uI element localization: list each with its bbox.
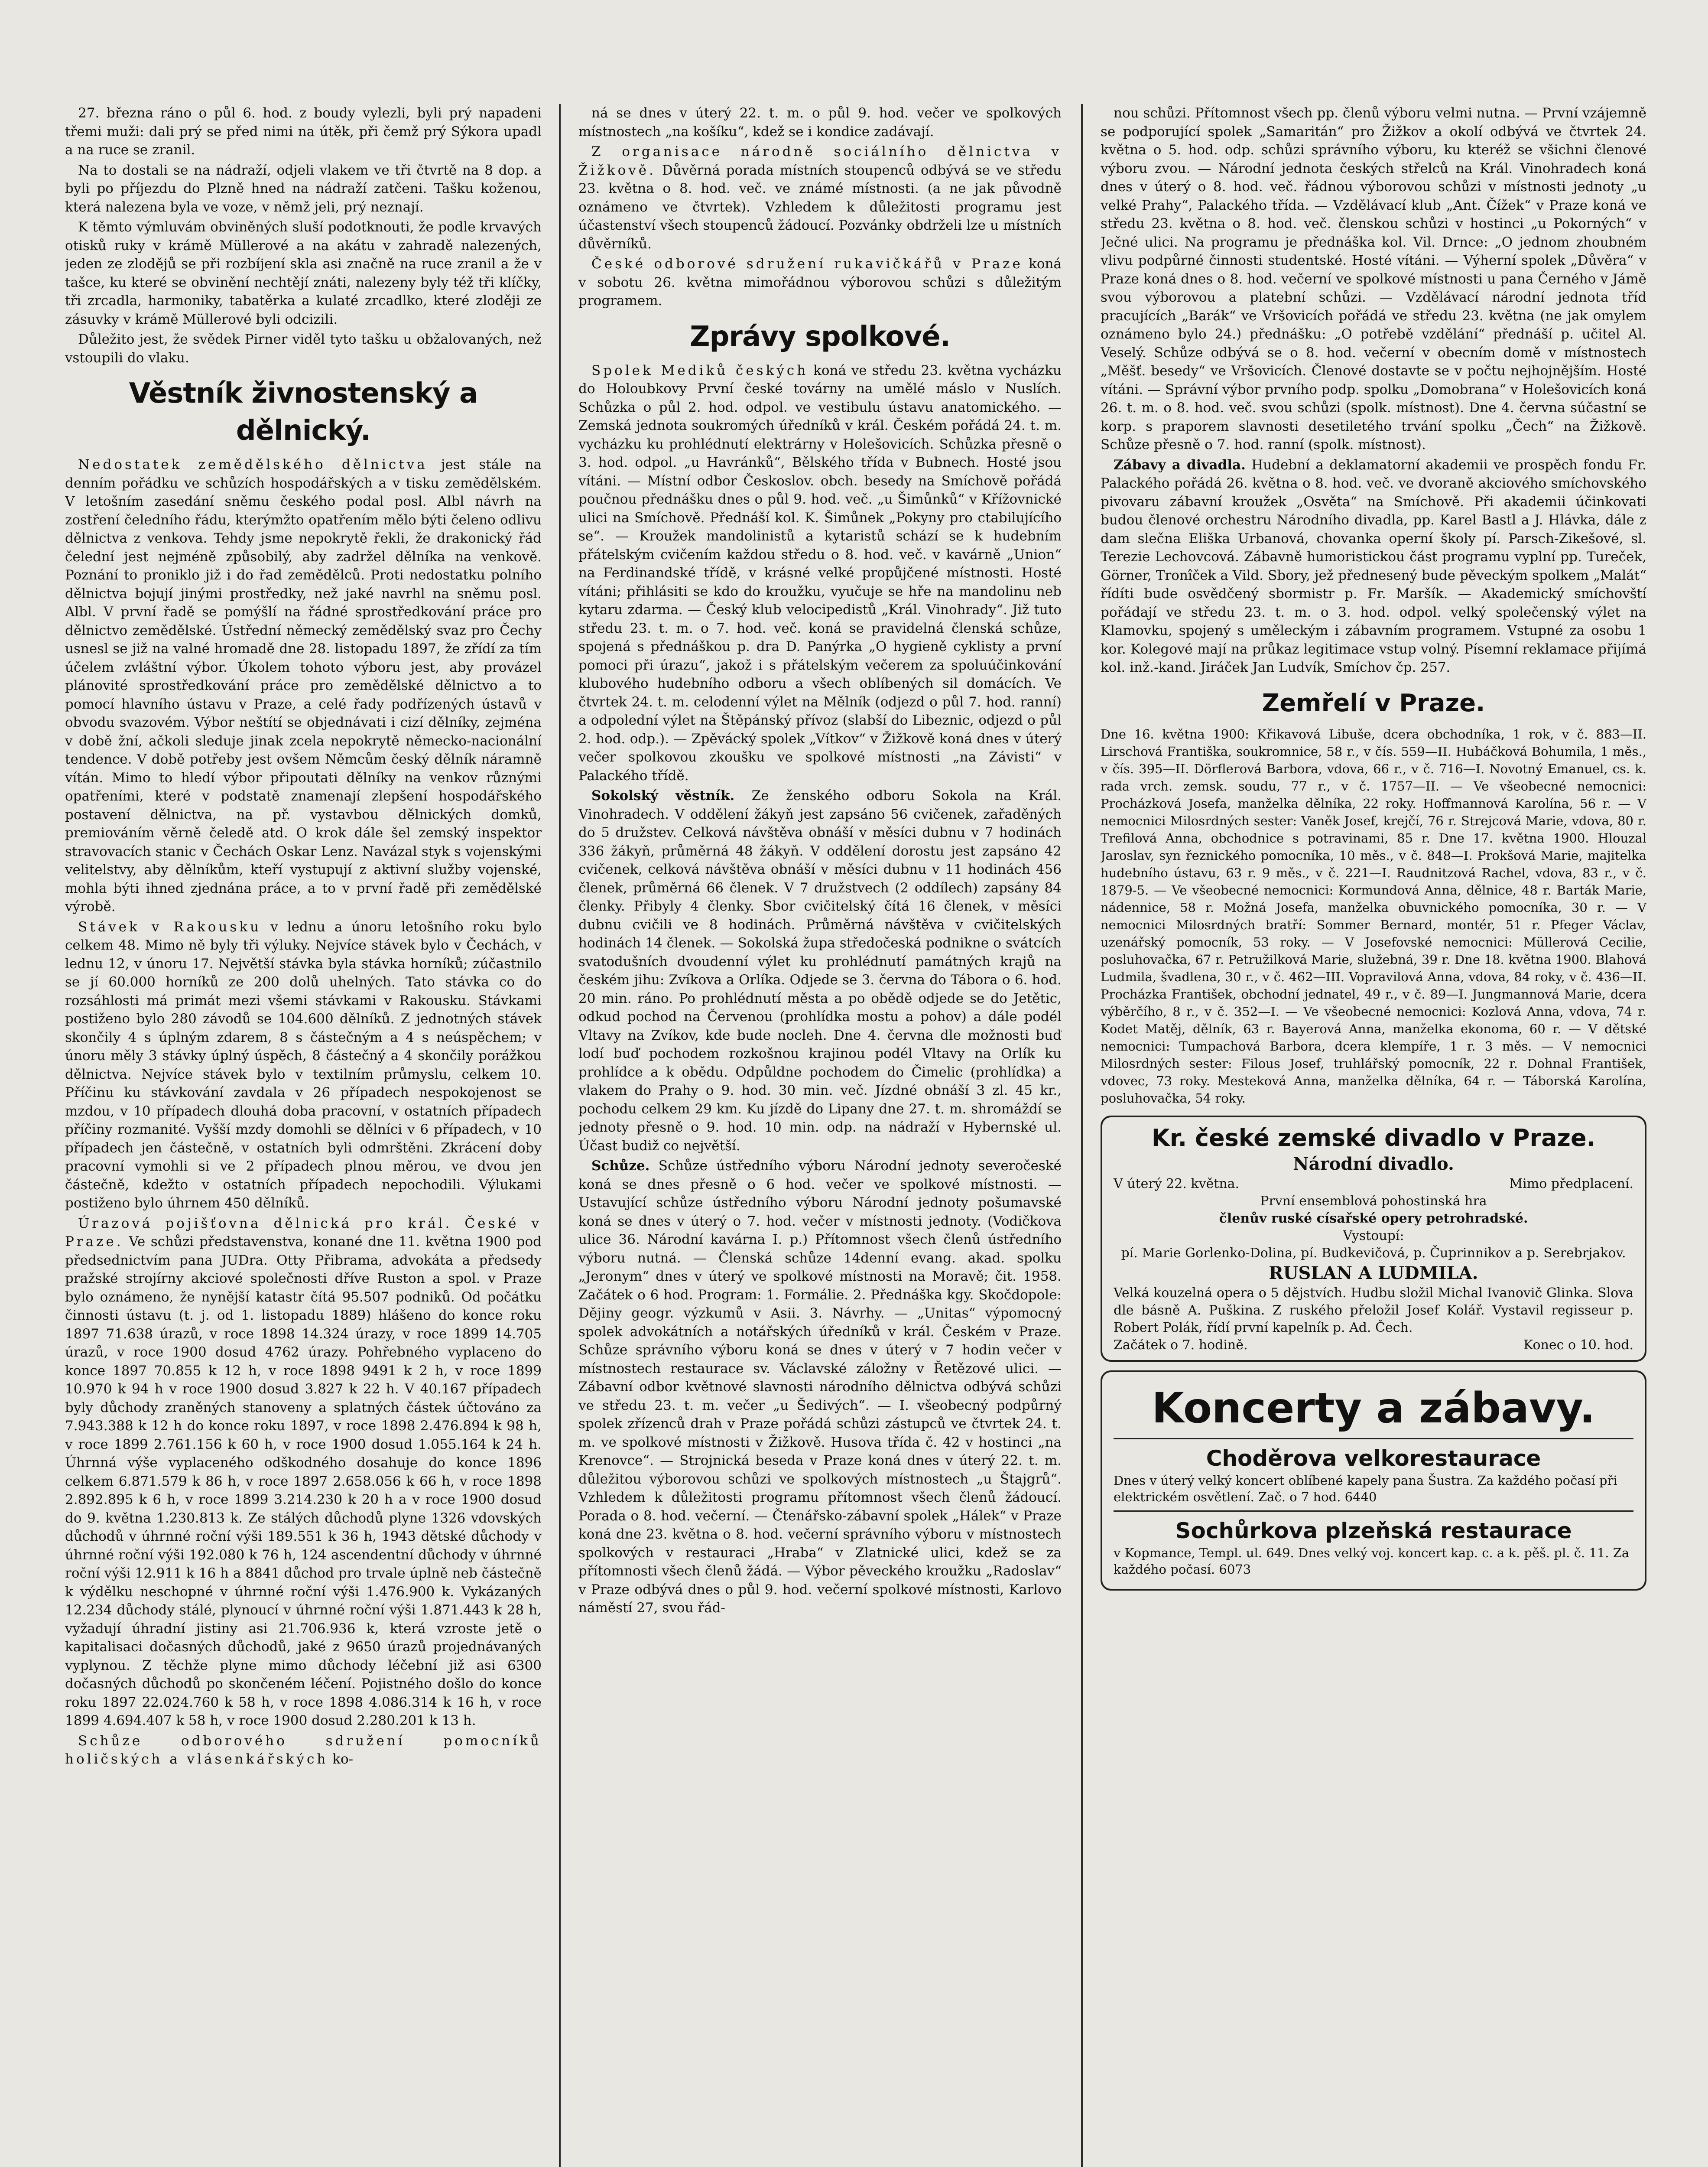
theatre-opera-title: RUSLAN A LUDMILA. xyxy=(1269,1262,1478,1283)
spaced-lead: Úrazová pojišťovna dělnická pro král. České v Praze. xyxy=(65,1215,542,1249)
article-paragraph: K těmto výmluvám obviněných sluší podotknouti, že podle krvavých otisků ruky v krámě Müllerové a na akátu v zahradě nalezených, jeden ze zlodějů se při rozbíjení skla asi značně na ruce zranil a že v tašce, ku které se obvinění nechtějí znáti, nalezeny byly též tři klíčky, tři zrcadla, harmoniky, tabatěrka a kulaté zrcadlko, které zloději ze zásuvky v krámě Müllerové byli odcizili. xyxy=(65,219,542,327)
restaurant-ad xyxy=(1114,1438,1633,1510)
article-paragraph: Úrazová pojišťovna dělnická pro král. České v Praze. Ve schůzi představenstva, konané dne 11. května 1900 pod předsednictvím pana JUDra. Otty Přibrama, advokáta a předsedy pražské strojírny akciové společnosti dříve Ruston a spol. v Praze bylo oznámeno, že nynější katastr čítá 95.507 podniků. Od počátku činnosti ústavu (t. j. od 1. listopadu 1889) hlášeno do konce roku 1897 71.638 úrazů, v roce 1898 14.324 úrazy, v roce 1899 14.705 úrazů, v roce 1900 dosud 4762 úrazy. Pohřebného vyplaceno do konce 1897 70.855 k 12 h, v roce 1898 9491 k 2 h, v roce 1899 10.970 k 94 h v roce 1900 dosud 3.827 k 22 h. V 40.167 případech byly důchody zraněných stanoveny a splatných částek účtováno za 7.943.388 k 12 h do konce roku 1897, v roce 1898 2.476.894 k 98 h, v roce 1899 2.761.156 k 60 h, v roce 1900 dosud 1.055.164 k 24 h. Úhrnná výše vyplaceného odškodného dosahuje do konce 1896 celkem 6.871.579 k 86 h, v roce 1897 2.658.056 k 66 h, v roce 1898 2.892.895 k 6 h, v roce 1899 3.214.230 k 20 h a v roce 1900 dosud do 9. května 1.230.813 k. Ze stálých důchodů plyne 1326 vdovských důchodů v úhrnné roční výši 189.551 k 36 h, 1943 dětské důchody v úhrnné roční výši 192.080 k 76 h, 124 ascendentní důchody v úhrnné roční výši 12.911 k 16 h a 8841 důchod pro trvale úplně neb částečně k výdělku neschopné v úhrnné roční výši 1.476.900 k. Vykázaných 12.234 důchody stálé, plynoucí v úhrnné roční výši 1.871.443 k 28 h, vyžadují úhradní jistiny asi 21.706.936 k, která vzroste jetě o kapitalisaci dočasných důchodů, jaké z 9650 úrazů projednávaných vyplynou. Z těchže plyne mimo důchody léčební již asi 6300 dočasných důchodů po skončeném léčení. Pojistného došlo do konce roku 1897 22.024.760 k 58 h, v roce 1898 4.086.314 k 16 h, v roce 1899 4.694.407 k 58 h, v roce 1900 dosud 2.280.201 k 13 h. xyxy=(65,1215,542,1728)
article-paragraph: Schůze. Schůze ústředního výboru Národní jednoty severočeské koná se dnes přesně o 6 hod. večer ve spolkové místnosti. — Ustavující schůze ústředního výboru Národní jednoty pošumavské koná se dnes v úterý o 7. hod. večer v místnosti jednoty. (Vodičkova ulice 36. Národní kavárna I. p.) Přítomnost všech členů ústředního výboru nutná. — Členská schůze 14denní evang. akad. spolku „Jeronym“ dnes v úterý ve spolkové místnosti na Moravě; čit. 1958. Začátek o 6 hod. Program: 1. Formálie. 2. Přednáška kgy. Skočdopole: Dějiny geogr. výzkumů v Asii. 3. Návrhy. — „Unitas“ výpomocný spolek advokátních a notářských úředníků v král. Českém v Praze. Schůze správního výboru koná se dnes v úterý v 7 hodin večer v místnostech restaurace sv. Václavské záložny v Řetězové ulici. — Zábavní odbor květnové slavnosti národního dělnictva odbývá schůzi ve středu 23. t. m. večer „u Šedivých“. — I. všeobecný podpůrný spolek zřízenců drah v Praze pořádá schůzi zástupců ve čtvrtek 24. t. m. ve spolkové místnosti v Žižkově. Husova třída č. 42 v hostinci „na Krenovce“. — Strojnická beseda v Praze koná dnes v úterý 22. t. m. důležitou výborovou schůzi ve spolkových místnostech „u Štajgrů“. Vzhledem k důležitosti programu přítomnost všech členů žádoucí. Porada o 8. hod. večerní. — Čtenářsko-zábavní spolek „Hálek“ v Praze koná dne 23. května o 8. hod. večerní správního výboru v místnostech spolkových v restauraci „Hraba“ v Zlatnické ulici, kdež se za přítomnosti všech členů žádá. — Výbor pěveckého kroužku „Radoslav“ v Praze odbývá dnes o půl 9. hod. večerní spolkové místnosti, Karlovo náměstí 27, svou řád- xyxy=(578,1158,1062,1616)
spaced-lead: Stávek v Rakousku xyxy=(78,919,262,935)
column-3 xyxy=(1101,104,1646,2167)
theatre-line: členův ruské císařské opery petrohradské. xyxy=(1219,1210,1528,1226)
theatre-start: Začátek o 7. hodině. xyxy=(1114,1337,1248,1353)
spaced-lead: České odborové sdružení rukavičkářů v Praze xyxy=(591,256,1023,272)
restaurant-ad-title: Sochůrkova plzeňská restaurace xyxy=(1175,1518,1572,1543)
article-paragraph: Zábavy a divadla. Hudební a deklamatorní akademii ve prospěch fondu Fr. Palackého pořádá 26. května o 8. hod. več. ve dvoraně akciového smíchovského pivovaru zábavní kroužek „Osvěta“ na Smíchově. Při akademii účinkovati budou členové orchestru Národního divadla, pp. Karel Bastl a J. Hlávka, dále z dam slečna Eliška Urbanová, chovanka operní školy pí. Parsch-Zikešové, sl. Terezie Lechovcová. Zábavně humoristickou část programu vyplní pp. Tureček, Görner, Tronîček a Vild. Sbory, jež přednesený bude pěveckým spolkem „Malát“ řídíti bude osvědčený sbormistr p. Fr. Maršík. — Akademický smíchovští pořádají ve středu 23. t. m. o 3. hod. odpol. velký společenský výlet na Klamovku, spojený s uměleckým i zábavním programem. Vstupné za osobu 1 kor. Kolegové mají na průkaz legitimace vstup volný. Písemní reklamace přijímá kol. inž.-kand. Jiráček Jan Ludvík, Smíchov čp. 257. xyxy=(1101,457,1646,675)
article-paragraph: České odborové sdružení rukavičkářů v Praze koná v sobotu 26. května mimořádnou výborovou schůzi s důležitým programem. xyxy=(578,256,1062,309)
spaced-lead: Spolek Mediků českých xyxy=(591,362,809,378)
spaced-lead: Schůze odborového sdružení pomocníků holičských a vlásenkářských xyxy=(65,1733,542,1767)
restaurant-ad-text: Dnes v úterý velký koncert oblíbené kapely pana Šustra. Za každého počasí při elektrickém osvětlení. Zač. o 7 hod. 6440 xyxy=(1114,1473,1617,1504)
theatre-date: V úterý 22. května. xyxy=(1114,1176,1240,1191)
theatre-line: pí. Marie Gorlenko-Dolina, pí. Budkevičová, p. Čuprinnikov a p. Serebrjakov. xyxy=(1121,1245,1626,1261)
theatre-end: Konec o 10. hod. xyxy=(1523,1337,1633,1353)
theatre-line: První ensemblová pohostinská hra xyxy=(1260,1193,1487,1209)
column-divider xyxy=(559,104,561,2167)
column-2 xyxy=(578,104,1062,2167)
article-paragraph: Spolek Mediků českých koná ve středu 23. května vycházku do Holoubkovy První české továrny na umělé máslo v Nuslích. Schůzka o půl 2. hod. odpol. ve vestibulu ústavu anatomického. — Zemská jednota soukromých úředníků v král. Českém pořádá 24. t. m. vycházku ku prohlédnutí elektrárny v Holešovicích. Schůzka přesně o 3. hod. odpol. „u Havránků“, Bělského třída v Bubnech. Hosté jsou vítáni. — Místní odbor Českoslov. obch. besedy na Smíchově pořádá poučnou přednášku dnes o půl 9. hod. več. „u Šimůnků“ v Křížovnické ulici na Smíchově. Přednáší kol. K. Šimůnek „Pokyny pro ctabilujícího se“. — Kroužek mandolinistů a kytaristů schází se k hudebním přátelským cvičením každou středu o 8. hod. več. v kavárně „Union“ na Ferdinandské třídě, v krásné velké propůjčené místnosti. Hosté vítáni; přihlásiti se kdo do kroužku, vyučuje se hře na mandolinu neb kytaru zdarma. — Český klub velocipedistů „Král. Vinohrady“. Již tuto středu 23. t. m. o 7. hod. več. koná se pravidelná členská schůze, spojená s přednáškou p. dra D. Panýrka „O hygieně cyklisty a první pomoci při úrazu“, jakož i s přátelským večerem za spoluúčinkování klubového hudebního odboru a všech oblíbených sil domácích. Ve čtvrtek 24. t. m. celodenní výlet na Mělník (odjezd o půl 7. hod. ranní) a odpolední výlet na Štěpánský přívoz (slabší do Libeznic, odjezd o půl 2. hod. odp.). — Zpěvácký spolek „Vítkov“ v Žižkově koná dnes v úterý večer spolkovou zkoušku ve spolkové místnosti „na Závisti“ v Palackého třídě. xyxy=(578,362,1062,784)
theatre-title: Kr. české zemské divadlo v Praze. xyxy=(1151,1124,1596,1152)
restaurant-ad-text: v Kopmance, Templ. ul. 649. Dnes velký voj. koncert kap. c. a k. pěš. pl. č. 11. Za každého počasí. 6073 xyxy=(1114,1545,1630,1577)
article-paragraph: Sokolský věstník. Ze ženského odboru Sokola na Král. Vinohradech. V oddělení žákyň jest zapsáno 56 cvičenek, zařaděných do 5 družstev. Celková návštěva obnáší v měsíci dubnu v 7 hodinách 336 žákyň, průměrná 48 žákyň. V oddělení dorostu jest zapsáno 42 cvičenek, celková návštěva obnáší v měsíci dubnu v 11 hodinách 456 členek, průměrná 66 členek. V 7 družstvech (2 oddílech) zapsány 84 členky. Přibyly 4 členky. Sbor cvičitelský čítá 16 členek, v měsíci dubnu cvičili ve 8 hodinách. Průměrná návštěva v cvičitelských hodinách 14 členek. — Sokolská župa středočeská podnikne o svátcích svatodušních dvoudenní výlet ku prohlédnutí památných krajů na českém jihu: Zvíkova a Orlíka. Odjede se 3. června do Tábora o 6. hod. 20 min. ráno. Po prohlédnutí města a po obědě odjede se do Jetětic, odkud pochod na Červenou (prohlídka mostu a pohov) a dále podél Vltavy na Zvíkov, kde bude nocleh. Dne 4. června dle možnosti buď lodí buď pochodem rozkošnou krajinou podél Vltavy na Orlík ku prohlídce a k obědu. Odpůldne pochodem do Čimelic (prohlídka) a vlakem do Prahy o 9. hod. 30 min. več. Jízdné obnáší 3 zl. 45 kr., pochodu celkem 29 km. Ku jízdě do Lipany dne 27. t. m. shromáždí se jednoty přesně o 9. hod. 10 min. odp. na nádraží v Hybernské ul. Účast budiž co největší. xyxy=(578,788,1062,1154)
theatre-ad xyxy=(1101,1116,1646,1362)
theatre-subtitle: Národní divadlo. xyxy=(1293,1153,1454,1174)
bold-lead: Zábavy a divadla. xyxy=(1114,457,1246,473)
article-paragraph: Z organisace národně sociálního dělnictva v Žižkově. Důvěrná porada místních stoupenců odbývá se ve středu 23. května o 8. hod. več. ve známé místnosti. (a ne jak původně oznámeno ve čtvrtek). Vzhledem k důležitosti programu jest účastenství všech stoupenců žádoucí. Pozvánky obdrželi lze u místních důvěrníků. xyxy=(578,144,1062,252)
article-paragraph: nou schůzi. Přítomnost všech pp. členů výboru velmi nutna. — První vzájemně se podporující spolek „Samaritán“ pro Žižkov a okolí odbývá ve čtvrtek 24. května o 5. hod. odp. schůzi správního výboru, ku kteréž se všichni členové výboru zvou. — Národní jednota českých střelců na Král. Vinohradech koná dnes v úterý o 8. hod. več. řádnou výborovou schůzi v místnosti jednoty „u velké Prahy“, Palackého třída. — Vzdělávací klub „Ant. Čížek“ v Praze koná ve středu 23. května o 8. hod. več. členskou schůzi v hostinci „u Pokorných“ v Ječné ulici. Na programu je přednáška kol. Vil. Drnce: „O jednom zhoubném vlivu podpůrné činnosti studentské. Hosté vítáni. — Výherní spolek „Důvěra“ v Praze koná dnes o 8. hod. večerní ve spolkové místnosti u pana Černého v Jámě svou výborovou a platební schůzi. — Vzdělávací národní jednota tříd pracujících „Barák“ ve Vršovicích pořádá ve středu 23. května (ne jak omylem oznámeno bylo 24.) přednášku: „O potřebě vzdělání“ přednáší p. učitel Al. Veselý. Schůze odbývá se o 8. hod. večerní v obecním domě v místnostech „Měšť. besedy“ ve Vršovicích. Členové dostavte se v počtu nejhojnějším. Hosté vítáni. — Správní výbor prvního podp. spolku „Domobrana“ v Holešovicích koná 26. t. m. o 8. hod. več. svou schůzi (spolk. místnost). Dne 4. června súčastní se korp. s praporem slavnosti desetiletého trvání spolku „Čech“ na Žižkově. Schůze přesně o 7. hod. ranní (spolk. místnost). xyxy=(1101,105,1646,452)
section-heading: Zprávy spolkové. xyxy=(690,320,950,353)
theatre-date-row xyxy=(1114,1175,1633,1193)
deaths-heading: Zemřelí v Praze. xyxy=(1262,689,1485,717)
concerts-heading: Koncerty a zábavy. xyxy=(1152,1383,1595,1432)
bold-lead: Schůze. xyxy=(591,1158,650,1174)
theatre-subscription: Mimo předplacení. xyxy=(1509,1176,1633,1191)
concerts-box xyxy=(1101,1370,1646,1591)
column-divider xyxy=(1081,104,1083,2167)
newspaper-page xyxy=(65,104,1646,2167)
article-paragraph: Na to dostali se na nádraží, odjeli vlakem ve tři čtvrtě na 8 dop. a byli po příjezdu do Plzně hned na nádraží zatčeni. Tašku koženou, která nalezena byla ve voze, v němž jeli, prý neznají. xyxy=(65,162,542,215)
article-paragraph: 27. března ráno o půl 6. hod. z boudy vylezli, byli prý napadeni třemi muži: dali prý se před nimi na útěk, při čemž prý Sýkora upadl a na ruce se zranil. xyxy=(65,105,542,158)
theatre-line: Velká kouzelná opera o 5 dějstvích. Hudbu složil Michal Ivanovič Glinka. Slova dle básně A. Puškina. Z ruského přeložil Josef Kolář. Vystavil regisseur p. Robert Polák, řídí první kapelník p. Ad. Čech. xyxy=(1114,1285,1633,1335)
article-paragraph: Nedostatek zemědělského dělnictva jest stále na denním pořádku ve schůzích hospodářských a v tisku zemědělském. V letošním zasedání sněmu českého podal posl. Albl návrh na zostření čeledního řádu, kterýmžto opatřením mělo býti čeleno odlivu dělnictva z venkova. Tehdy jsme nepokrytě řekli, že drakonický řád čelední jest nejméně způsobilý, aby zadržel dělníka na venkově. Poznání to proniklo již i do řad zemědělců. Proti nedostatku polního dělnictva bojují jinými prostředky, než jaké navrhl na sněmu posl. Albl. V první řadě se pomýšlí na řádné sprostředkování práce pro dělnictvo zemědělské. Ústřední německý zemědělský svaz pro Čechy usnesl se již na valné hromadě dne 28. listopadu 1897, že zřídí za tím účelem zvláštní výbor. Úkolem tohoto výboru jest, aby provázel plánovité sprostředkování práce pro zemědělské dělnictvo a to pomocí hlavního ústavu v Praze, a celé řady podřízených ústavů v obvodu svazovém. Výbor neštítí se objednávati i cizí dělníky, zejména v době žní, ačkoli sleduje jinak zcela nepokrytě německo-nacionální tendence. V době potřeby jest ovšem Němcům český dělník náramně vítán. Mimo to hledí výbor připoutati dělníky na venkov různými opatřeními, které v podstatě znamenají zlepšení hospodářského postavení dělnictva, na př. vystavbou dělnických domků, premiováním věrně čeledě atd. O krok dále šel zemský inspektor stravovacích stanic v Čechách Oskar Lenz. Navázal styk s vojenskými velitelstvy, aby dělníkům, kteří vystupují z aktivní služby vojenské, mohla býti ihned zjednána práce, a to v první řadě při zemědělské výrobě. xyxy=(65,457,542,914)
deaths-list: Dne 16. května 1900: Křikavová Libuše, dcera obchodníka, 1 rok, v č. 883—II. Lirschová Františka, soukromnice, 58 r., v čís. 559—II. Hubáčková Bohumila, 1 měs., v čís. 395—II. Dörflerová Barbora, vdova, 66 r., v č. 716—I. Novotný Emanuel, cs. k. rada vrch. zemsk. soudu, 77 r., v č. 1757—II. — Ve všeobecné nemocnici: Procházková Josefa, manželka dělníka, 22 roky. Hoffmannová Karolína, 56 r. — V nemocnici Milosrdných sester: Vaněk Josef, krejčí, 76 r. Strejcová Marie, vdova, 80 r. Trefilová Anna, obchodnice s potravinami, 85 r. Dne 17. května 1900. Hlouzal Jaroslav, syn řeznického pomocníka, 10 měs., v č. 848—I. Prokšová Marie, majitelka hudebního ústavu, 63 r. 9 měs., v č. 221—I. Raudnitzová Rachel, vdova, 83 r., v č. 1879-5. — Ve všeobecné nemocnici: Kormundová Anna, dělnice, 48 r. Barták Marie, nádennice, 58 r. Možná Josefa, manželka obuvnického pomocníka, 30 r. — V nemocnici Milosrdných bratří: Sommer Bernard, montér, 51 r. Pfeger Václav, uzenářský pomocník, 53 roky. — V Josefovské nemocnici: Müllerová Cecilie, posluhovačka, 67 r. Petružilková Marie, služebná, 39 r. Dne 18. května 1900. Blahová Ludmila, švadlena, 30 r., v č. 462—III. Vopravilová Anna, vdova, 84 roky, v č. 436—II. Procházka František, obchodní jednatel, 49 r., v č. 89—I. Jungmannová Marie, dcera výběrčího, 8 r., v č. 352—I. — Ve všeobecné nemocnici: Kozlová Anna, vdova, 74 r. Kodet Matěj, dělník, 63 r. Bayerová Anna, manželka ekonoma, 60 r. — V dětské nemocnici: Tumpachová Barbora, dcera klempíře, 1 r. 3 měs. — V nemocnici Milosrdných sester: Filous Josef, truhlářský pomocník, 22 r. Dohnal František, vdovec, 73 roky. Mesteková Anna, manželka dělníka, 64 r. — Táborská Karolína, posluhovačka, 54 roky. xyxy=(1101,726,1646,1106)
article-paragraph: Důležito jest, že svědek Pirner viděl tyto tašku u obžalovaných, než vstoupili do vlaku. xyxy=(65,332,542,366)
bold-lead: Sokolský věstník. xyxy=(591,788,735,804)
section-heading: Věstník živnostenský a dělnický. xyxy=(129,377,478,447)
restaurant-ad-title: Choděrova velkorestaurace xyxy=(1206,1445,1541,1471)
article-paragraph: Schůze odborového sdružení pomocníků holičských a vlásenkářských ko- xyxy=(65,1733,542,1767)
article-paragraph: Stávek v Rakousku v lednu a únoru letošního roku bylo celkem 48. Mimo ně byly tři výluky. Nejvíce stávek bylo v Čechách, v lednu 12, v únoru 17. Největší stávka byla stávka horníků; zúčastnilo se jí 60.000 horníků ze 200 dolů uhelných. Tato stávka co do rozsáhlosti má primát mezi všemi stávkami v Rakousku. Stávkami postiženo bylo 280 závodů se 104.600 dělníků. Z jednotných stávek skončily 4 s úplným zdarem, 8 s částečným a 4 s neúspěchem; v únoru měly 3 stávky úplný úspěch, 8 částečný a 4 skončily porážkou dělnictva. Nejvíce stávek bylo v textilním průmyslu, celkem 10. Příčinu ku stávkování zavdala v 26 případech nespokojenost se mzdou, v 10 případech dlouhá doba pracovní, v ostatních případech příčiny rozmanité. Vyšší mzdy domohli se dělníci v 6 případech, v 10 případech jen částečně, v ostatních byli odmrštěni. Zkrácení doby pracovní vymohli si ve 2 případech plnou měrou, ve dvou jen částečně, kdežto v ostatních případech nepochodili. Výlukami postiženo bylo úhrnem 450 dělníků. xyxy=(65,919,542,1211)
theatre-time-row xyxy=(1114,1337,1633,1354)
restaurant-ad xyxy=(1114,1510,1633,1583)
article-paragraph: ná se dnes v úterý 22. t. m. o půl 9. hod. večer ve spolkových místnostech „na košíku“, kdež se i kondice zadávají. xyxy=(578,105,1062,140)
column-1 xyxy=(65,104,542,2167)
spaced-lead: Nedostatek zemědělského dělnictva xyxy=(78,457,428,472)
spaced-lead: Z organisace národně sociálního dělnictva v Žižkově. xyxy=(578,144,1062,178)
theatre-line: Vystoupí: xyxy=(1343,1228,1404,1243)
